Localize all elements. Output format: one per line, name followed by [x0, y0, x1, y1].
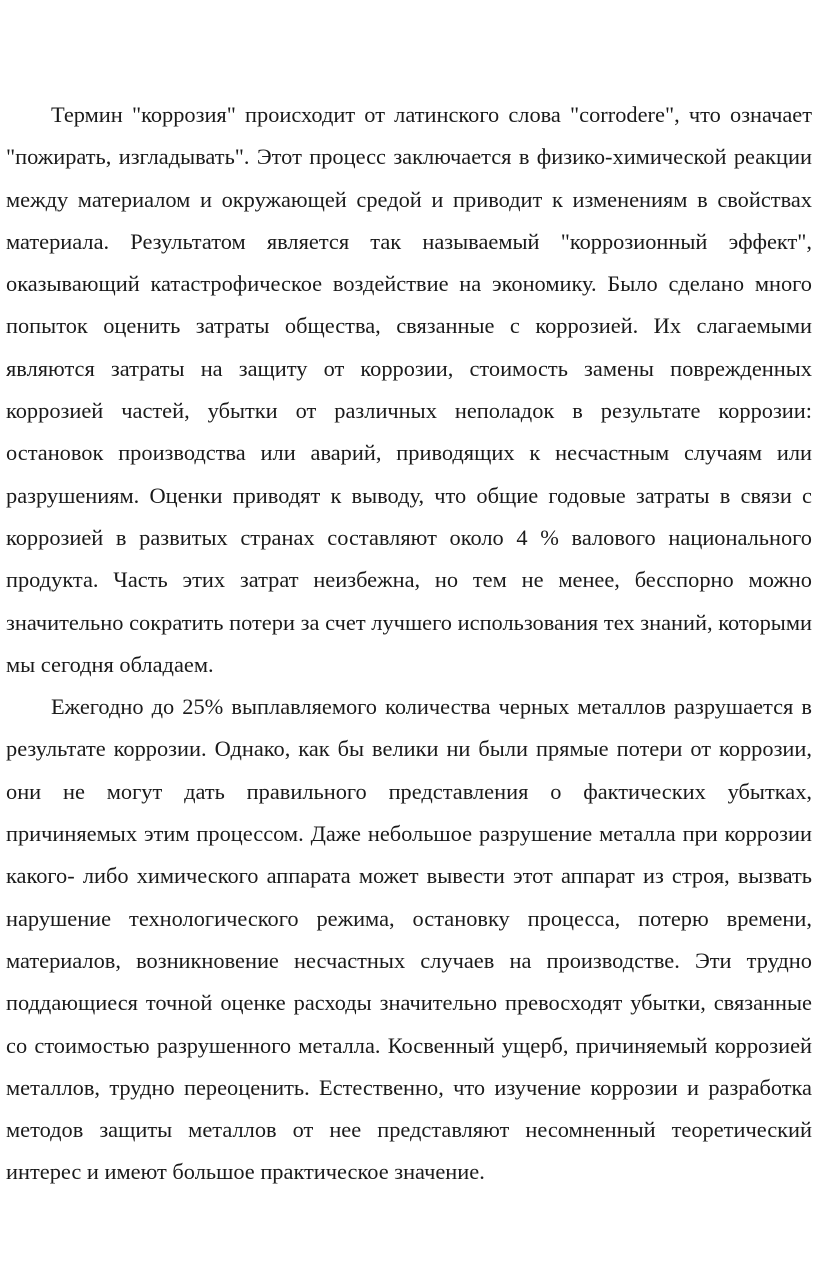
- paragraph-corrosion-definition: Термин "коррозия" происходит от латинского слова "corrodere", что означает "пожирать, изгладывать". Этот процесс заключается в физико-химической реакции между материалом и окружающей средой и приводит к изменениям в свойствах материала. Результатом является так называемый "коррозионный эффект", оказывающий катастрофическое воздействие на экономику. Было сделано много попыток оценить затраты общества, связанные с коррозией. Их слагаемыми являются затраты на защиту от коррозии, стоимость замены поврежденных коррозией частей, убытки от различных неполадок в результате коррозии: остановок производства или аварий, приводящих к несчастным случаям или разрушениям. Оценки приводят к выводу, что общие годовые затраты в связи с коррозией в развитых странах составляют около 4 % валового национального продукта. Часть этих затрат неизбежна, но тем не менее, бесспорно можно значительно сократить потери за счет лучшего использования тех знаний, которыми мы сегодня обладаем.: [6, 102, 812, 677]
- paragraph-corrosion-losses: Ежегодно до 25% выплавляемого количества черных металлов разрушается в результате коррозии. Однако, как бы велики ни были прямые потери от коррозии, они не могут дать правильного представления о фактических убытках, причиняемых этим процессом. Даже небольшое разрушение металла при коррозии какого- либо химического аппарата может вывести этот аппарат из строя, вызвать нарушение технологического режима, остановку процесса, потерю времени, материалов, возникновение несчастных случаев на производстве. Эти трудно поддающиеся точной оценке расходы значительно превосходят убытки, связанные со стоимостью разрушенного металла. Косвенный ущерб, причиняемый коррозией металлов, трудно переоценить. Естественно, что изучение коррозии и разработка методов защиты металлов от нее представляют несомненный теоретический интерес и имеют большое практическое значение.: [6, 694, 812, 1185]
- document-body: [6, 94, 812, 1194]
